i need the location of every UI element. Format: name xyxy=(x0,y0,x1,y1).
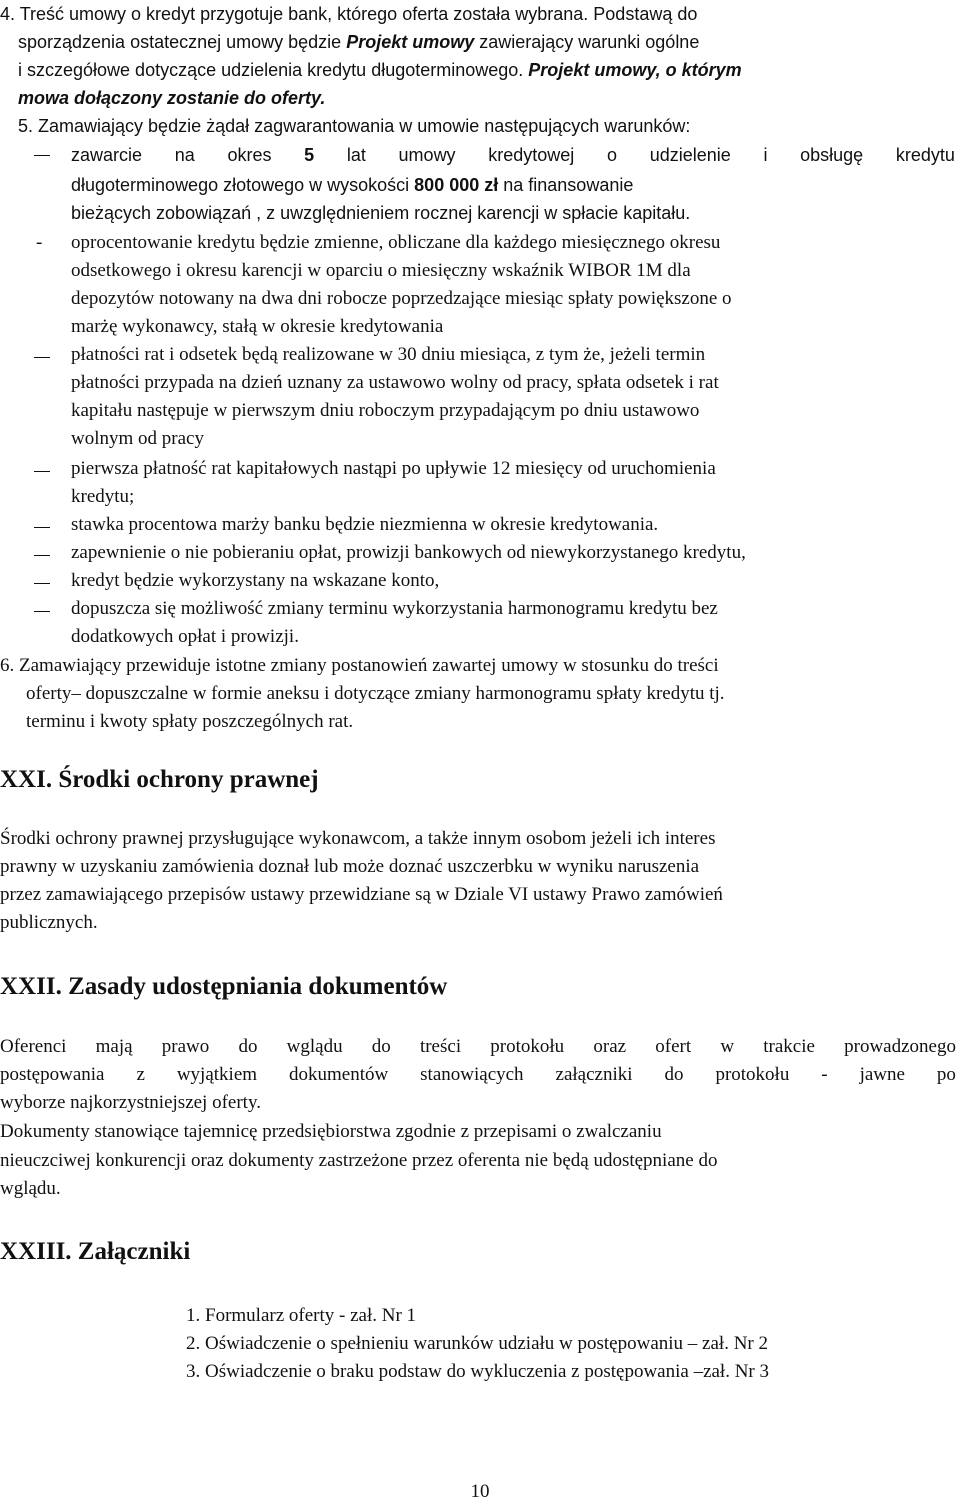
section21-line1: Środki ochrony prawnej przysługujące wykonawcom, a także innym osobom jeżeli ich interes xyxy=(0,828,716,849)
word: na xyxy=(174,145,195,165)
word: dokumentów xyxy=(288,1064,389,1085)
word: Oferenci xyxy=(0,1036,67,1057)
item5-b6: zapewnienie o nie pobieraniu opłat, prowizji bankowych od niewykorzystanego kredytu, xyxy=(71,542,746,563)
item5-b1-line3: bieżących zobowiązań , z uwzględnieniem rocznej karencji w spłacie kapitału. xyxy=(71,203,691,223)
bullet-dash xyxy=(34,357,50,358)
item5-b4-line2: kredytu; xyxy=(71,486,135,507)
item4-line3 xyxy=(18,56,742,85)
word: oraz xyxy=(593,1036,627,1057)
word: obsługę xyxy=(800,145,864,165)
section-heading-xxii: XXII. Zasady udostępniania dokumentów xyxy=(0,973,448,1000)
attachment-item-2: 2. Oświadczenie o spełnieniu warunków udziału w postępowaniu – zał. Nr 2 xyxy=(186,1333,768,1354)
section22-p2-line2: nieuczciwej konkurencji oraz dokumenty zastrzeżone przez oferenta nie będą udostępniane do xyxy=(0,1150,718,1171)
word: z xyxy=(136,1064,145,1085)
word: okres xyxy=(227,145,272,165)
word: kredytu xyxy=(895,145,955,165)
word: stanowiących xyxy=(420,1064,524,1085)
attachment-item-1: 1. Formularz oferty - zał. Nr 1 xyxy=(186,1305,417,1326)
word: protokołu xyxy=(490,1036,565,1057)
item6-line1: 6. Zamawiający przewiduje istotne zmiany postanowień zawartej umowy w stosunku do treści xyxy=(0,655,719,676)
bullet-dash xyxy=(34,527,50,528)
item5-b3-line2: płatności przypada na dzień uznany za ustawowo wolny od pracy, spłata odsetek i rat xyxy=(71,372,719,393)
word: do xyxy=(664,1064,684,1085)
word: do xyxy=(238,1036,258,1057)
item5-b1-line2 xyxy=(71,171,633,200)
word: udzielenie xyxy=(649,145,731,165)
word: wyjątkiem xyxy=(176,1064,258,1085)
section22-p2-line3: wglądu. xyxy=(0,1178,61,1199)
bullet-dash xyxy=(34,155,50,156)
section21-line4: publicznych. xyxy=(0,912,98,933)
section22-p1-line2 xyxy=(0,1061,956,1090)
word: i xyxy=(763,145,768,165)
bullet-dash xyxy=(34,555,50,556)
item4-line2-c: zawierający warunki ogólne xyxy=(474,32,700,52)
word: mają xyxy=(95,1036,133,1057)
item5-b3-line4: wolnym od pracy xyxy=(71,428,204,449)
word: 5 xyxy=(304,145,315,165)
b1-l2-a: długoterminowego złotowego w wysokości xyxy=(71,175,415,195)
attachment-item-3: 3. Oświadczenie o braku podstaw do wykluczenia z postępowania –zał. Nr 3 xyxy=(186,1361,770,1382)
item4-line1: 4. Treść umowy o kredyt przygotuje bank, którego oferta została wybrana. Podstawą do xyxy=(0,4,698,24)
item5-b2-line4: marżę wykonawcy, stałą w okresie kredytowania xyxy=(71,316,444,337)
section-heading-xxi: XXI. Środki ochrony prawnej xyxy=(0,766,319,793)
section22-p2-line1: Dokumenty stanowiące tajemnicę przedsiębiorstwa zgodnie z przepisami o zwalczaniu xyxy=(0,1121,662,1142)
word: - xyxy=(821,1064,828,1085)
word: po xyxy=(936,1064,956,1085)
section21-line3: przez zamawiającego przepisów ustawy przewidziane są w Dziale VI ustawy Prawo zamówień xyxy=(0,884,723,905)
word: protokołu xyxy=(715,1064,790,1085)
section22-p1-line3: wyborze najkorzystniejszej oferty. xyxy=(0,1092,261,1113)
item5-b3-line3: kapitału następuje w pierwszym dniu roboczym przypadającym po dniu ustawowo xyxy=(71,400,700,421)
item5-b4-line1: pierwsza płatność rat kapitałowych nastąpi po upływie 12 miesięcy od uruchomienia xyxy=(71,458,716,479)
item5-b1-line1 xyxy=(71,141,955,170)
item4-line2-a: sporządzenia ostatecznej umowy będzie xyxy=(18,32,347,52)
item5-intro: 5. Zamawiający będzie żądał zagwarantowania w umowie następujących warunków: xyxy=(18,116,691,136)
word: zawarcie xyxy=(71,145,143,165)
word: prawo xyxy=(161,1036,210,1057)
word: załączniki xyxy=(555,1064,633,1085)
item5-b8-line1: dopuszcza się możliwość zmiany terminu wykorzystania harmonogramu kredytu bez xyxy=(71,598,718,619)
word: wglądu xyxy=(286,1036,343,1057)
word: umowy xyxy=(398,145,456,165)
bullet-dash xyxy=(34,471,50,472)
word: do xyxy=(371,1036,391,1057)
section21-line2: prawny w uzyskaniu zamówienia doznał lub może doznać uszczerbku w wyniku naruszenia xyxy=(0,856,700,877)
bullet-hyphen: - xyxy=(36,232,43,253)
word: postępowania xyxy=(0,1064,105,1085)
word: jawne xyxy=(859,1064,905,1085)
item4-line2 xyxy=(18,28,699,57)
item5-b5: stawka procentowa marży banku będzie niezmienna w okresie kredytowania. xyxy=(71,514,659,535)
item5-b7: kredyt będzie wykorzystany na wskazane konto, xyxy=(71,570,440,591)
word: kredytowej xyxy=(488,145,575,165)
word: prowadzonego xyxy=(844,1036,956,1057)
item6-line2: oferty– dopuszczalne w formie aneksu i dotyczące zmiany harmonogramu spłaty kredytu tj. xyxy=(26,683,725,704)
word: ofert xyxy=(655,1036,692,1057)
item4-line4: mowa dołączony zostanie do oferty. xyxy=(18,88,326,108)
item6-line3: terminu i kwoty spłaty poszczególnych rat. xyxy=(26,711,354,732)
section22-p1-line1 xyxy=(0,1033,956,1062)
item5-b8-line2: dodatkowych opłat i prowizji. xyxy=(71,626,299,647)
bullet-dash xyxy=(34,583,50,584)
item4-line2-b: Projekt umowy xyxy=(346,32,475,52)
item5-b2-line1: oprocentowanie kredytu będzie zmienne, obliczane dla każdego miesięcznego okresu xyxy=(71,232,721,253)
loan-amount: 800 000 zł xyxy=(414,175,499,195)
word: w xyxy=(720,1036,735,1057)
page-number: 10 xyxy=(470,1481,490,1502)
word: o xyxy=(606,145,617,165)
word: lat xyxy=(346,145,366,165)
item5-b2-line2: odsetkowego i okresu karencji w oparciu o miesięczny wskaźnik WIBOR 1M dla xyxy=(71,260,691,281)
word: treści xyxy=(419,1036,462,1057)
item4-line3-a: i szczegółowe dotyczące udzielenia kredytu długoterminowego. xyxy=(18,60,529,80)
section-heading-xxiii: XXIII. Załączniki xyxy=(0,1238,191,1265)
item4-line3-b: Projekt umowy, o którym xyxy=(528,60,742,80)
bullet-dash xyxy=(34,611,50,612)
item5-b3-line1: płatności rat i odsetek będą realizowane w 30 dniu miesiąca, z tym że, jeżeli termin xyxy=(71,344,706,365)
word: trakcie xyxy=(763,1036,815,1057)
b1-l2-c: na finansowanie xyxy=(498,175,634,195)
item5-b2-line3: depozytów notowany na dwa dni robocze poprzedzające miesiąc spłaty powiększone o xyxy=(71,288,732,309)
